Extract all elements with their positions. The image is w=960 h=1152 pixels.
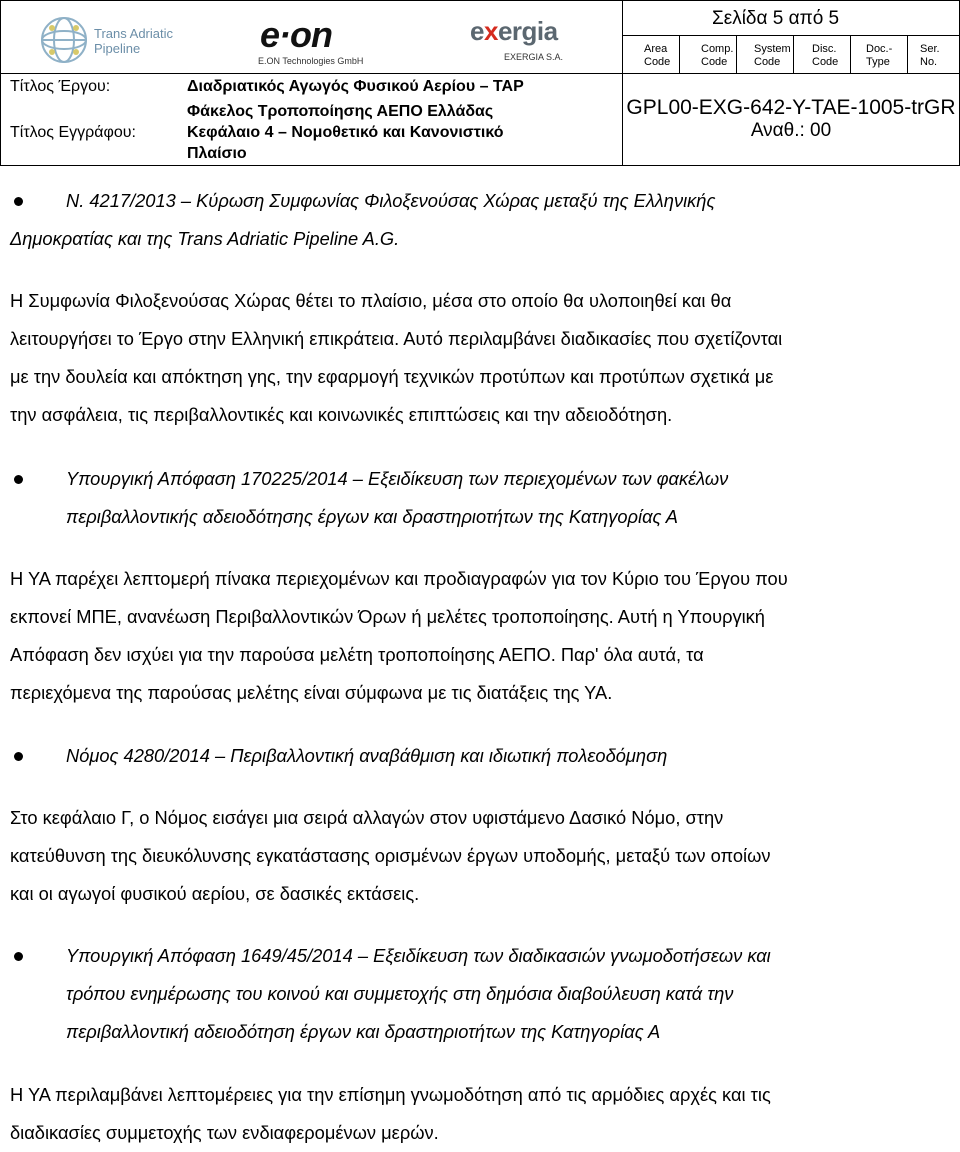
paragraph-ya-contents (10, 560, 956, 712)
paragraph-line: Στο κεφάλαιο Γ, ο Νόμος εισάγει μια σειρά αλλαγών στον υφιστάμενο Δασικό Νόμο, στην (10, 807, 724, 828)
exergia-logo-word: exergia (470, 16, 558, 46)
exergia-logo (470, 16, 580, 68)
tap-logo (38, 14, 188, 66)
bullet-icon (14, 752, 23, 761)
bullet-line: τρόπου ενημέρωσης του κοινού και συμμετοχής στη δημόσια διαβούλευση κατά την (66, 983, 734, 1004)
eon-logo-sub: E.ON Technologies GmbH (258, 56, 364, 66)
project-title-label: Τίτλος Έργου: (10, 78, 111, 95)
bullet-ministerial-decision-1649-45-2014 (66, 937, 956, 1051)
bullet-line: Ν. 4217/2013 – Κύρωση Συμφωνίας Φιλοξενούσας Χώρας μεταξύ της Ελληνικής (66, 190, 716, 211)
paragraph-line: Απόφαση δεν ισχύει για την παρούσα μελέτη τροποποίησης ΑΕΠΟ. Παρ' όλα αυτά, τα (10, 644, 704, 665)
document-code: GPL00-EXG-642-Y-TAE-1005-trGR (626, 96, 956, 119)
paragraph-host-government-agreement (10, 282, 956, 434)
document-title-label: Τίτλος Εγγράφου: (10, 124, 136, 141)
paragraph-line: εκπονεί ΜΠΕ, ανανέωση Περιβαλλοντικών Όρων ή μελέτες τροποποίησης. Αυτή η Υπουργική (10, 606, 765, 627)
paragraph-public-consultation (10, 1076, 956, 1152)
paragraph-line: Η ΥΑ περιλαμβάνει λεπτομέρειες για την επίσημη γνωμοδότηση από τις αρμόδιες αρχές και τις (10, 1084, 771, 1105)
bullet-ministerial-decision-170225-2014 (66, 460, 956, 536)
paragraph-line: περιεχόμενα της παρούσας μελέτης είναι σύμφωνα με τις διατάξεις της ΥΑ. (10, 682, 613, 703)
paragraph-line: κατεύθυνση της διευκόλυνσης εγκατάστασης ορισμένων έργων υποδομής, μεταξύ των οποίων (10, 845, 771, 866)
paragraph-line: και οι αγωγοί φυσικού αερίου, σε δασικές εκτάσεις. (10, 883, 420, 904)
bullet-icon (14, 952, 23, 961)
bullet-line: Νόμος 4280/2014 – Περιβαλλοντική αναβάθμιση και ιδιωτική πολεοδόμηση (66, 745, 668, 766)
eon-logo-word: e·on (260, 14, 332, 55)
document-header (0, 0, 960, 166)
tap-logo-line2: Pipeline (94, 41, 141, 56)
bullet-line: περιβαλλοντική αδειοδότηση έργων και δραστηριοτήτων της Κατηγορίας Α (66, 1021, 661, 1042)
document-title-line3: Πλαίσιο (187, 145, 247, 162)
tap-logo-line1: Trans Adriatic (94, 26, 173, 41)
bullet-law-4217-2013-cont (10, 220, 956, 258)
bullet-line: Δημοκρατίας και της Trans Adriatic Pipeline A.G. (10, 228, 400, 249)
page-number: Σελίδα 5 από 5 (712, 8, 840, 29)
code-header-doctype: Doc.- Type (866, 43, 893, 68)
paragraph-line: την ασφάλεια, τις περιβαλλοντικές και κοινωνικές επιπτώσεις και την αδειοδότηση. (10, 404, 673, 425)
paragraph-line: με την δουλεία και απόκτηση γης, την εφαρμογή τεχνικών προτύπων και προτύπων σχετικά με (10, 366, 774, 387)
bullet-law-4217-2013 (66, 182, 956, 220)
bullet-icon (14, 197, 23, 206)
bullet-line: Υπουργική Απόφαση 1649/45/2014 – Εξειδίκευση των διαδικασιών γνωμοδοτήσεων και (66, 945, 771, 966)
code-header-area: Area Code (644, 43, 671, 68)
paragraph-line: λειτουργήσει το Έργο στην Ελληνική επικράτεια. Αυτό περιλαμβάνει διαδικασίες που σχετίζονται (10, 328, 783, 349)
code-header-comp: Comp. Code (701, 43, 734, 68)
project-title: Διαδριατικός Αγωγός Φυσικού Αερίου – TAP (187, 78, 524, 95)
paragraph-line: Η Συμφωνία Φιλοξενούσας Χώρας θέτει το πλαίσιο, μέσα στο οποίο θα υλοποιηθεί και θα (10, 290, 732, 311)
paragraph-forest-law (10, 799, 956, 913)
code-header-system: System Code (754, 43, 791, 68)
code-header-disc: Disc. Code (812, 43, 839, 68)
eon-logo (258, 12, 388, 70)
document-title-line1: Φάκελος Τροποποίησης ΑΕΠΟ Ελλάδας (187, 103, 494, 120)
paragraph-line: διαδικασίες συμμετοχής των ενδιαφερομένων μερών. (10, 1122, 439, 1143)
code-header-serno: Ser. No. (920, 43, 940, 68)
bullet-icon (14, 475, 23, 484)
bullet-line: περιβαλλοντικής αδειοδότησης έργων και δραστηριοτήτων της Κατηγορίας Α (66, 506, 678, 527)
bullet-line: Υπουργική Απόφαση 170225/2014 – Εξειδίκευση των περιεχομένων των φακέλων (66, 468, 729, 489)
document-title-line2: Κεφάλαιο 4 – Νομοθετικό και Κανονιστικό (187, 124, 504, 141)
exergia-logo-sub: EXERGIA S.A. (504, 52, 564, 62)
revision-number: Αναθ.: 00 (750, 120, 832, 141)
bullet-law-4280-2014 (66, 737, 956, 775)
paragraph-line: Η ΥΑ παρέχει λεπτομερή πίνακα περιεχομένων και προδιαγραφών για τον Κύριο του Έργου που (10, 568, 788, 589)
tap-globe-icon (38, 14, 90, 66)
